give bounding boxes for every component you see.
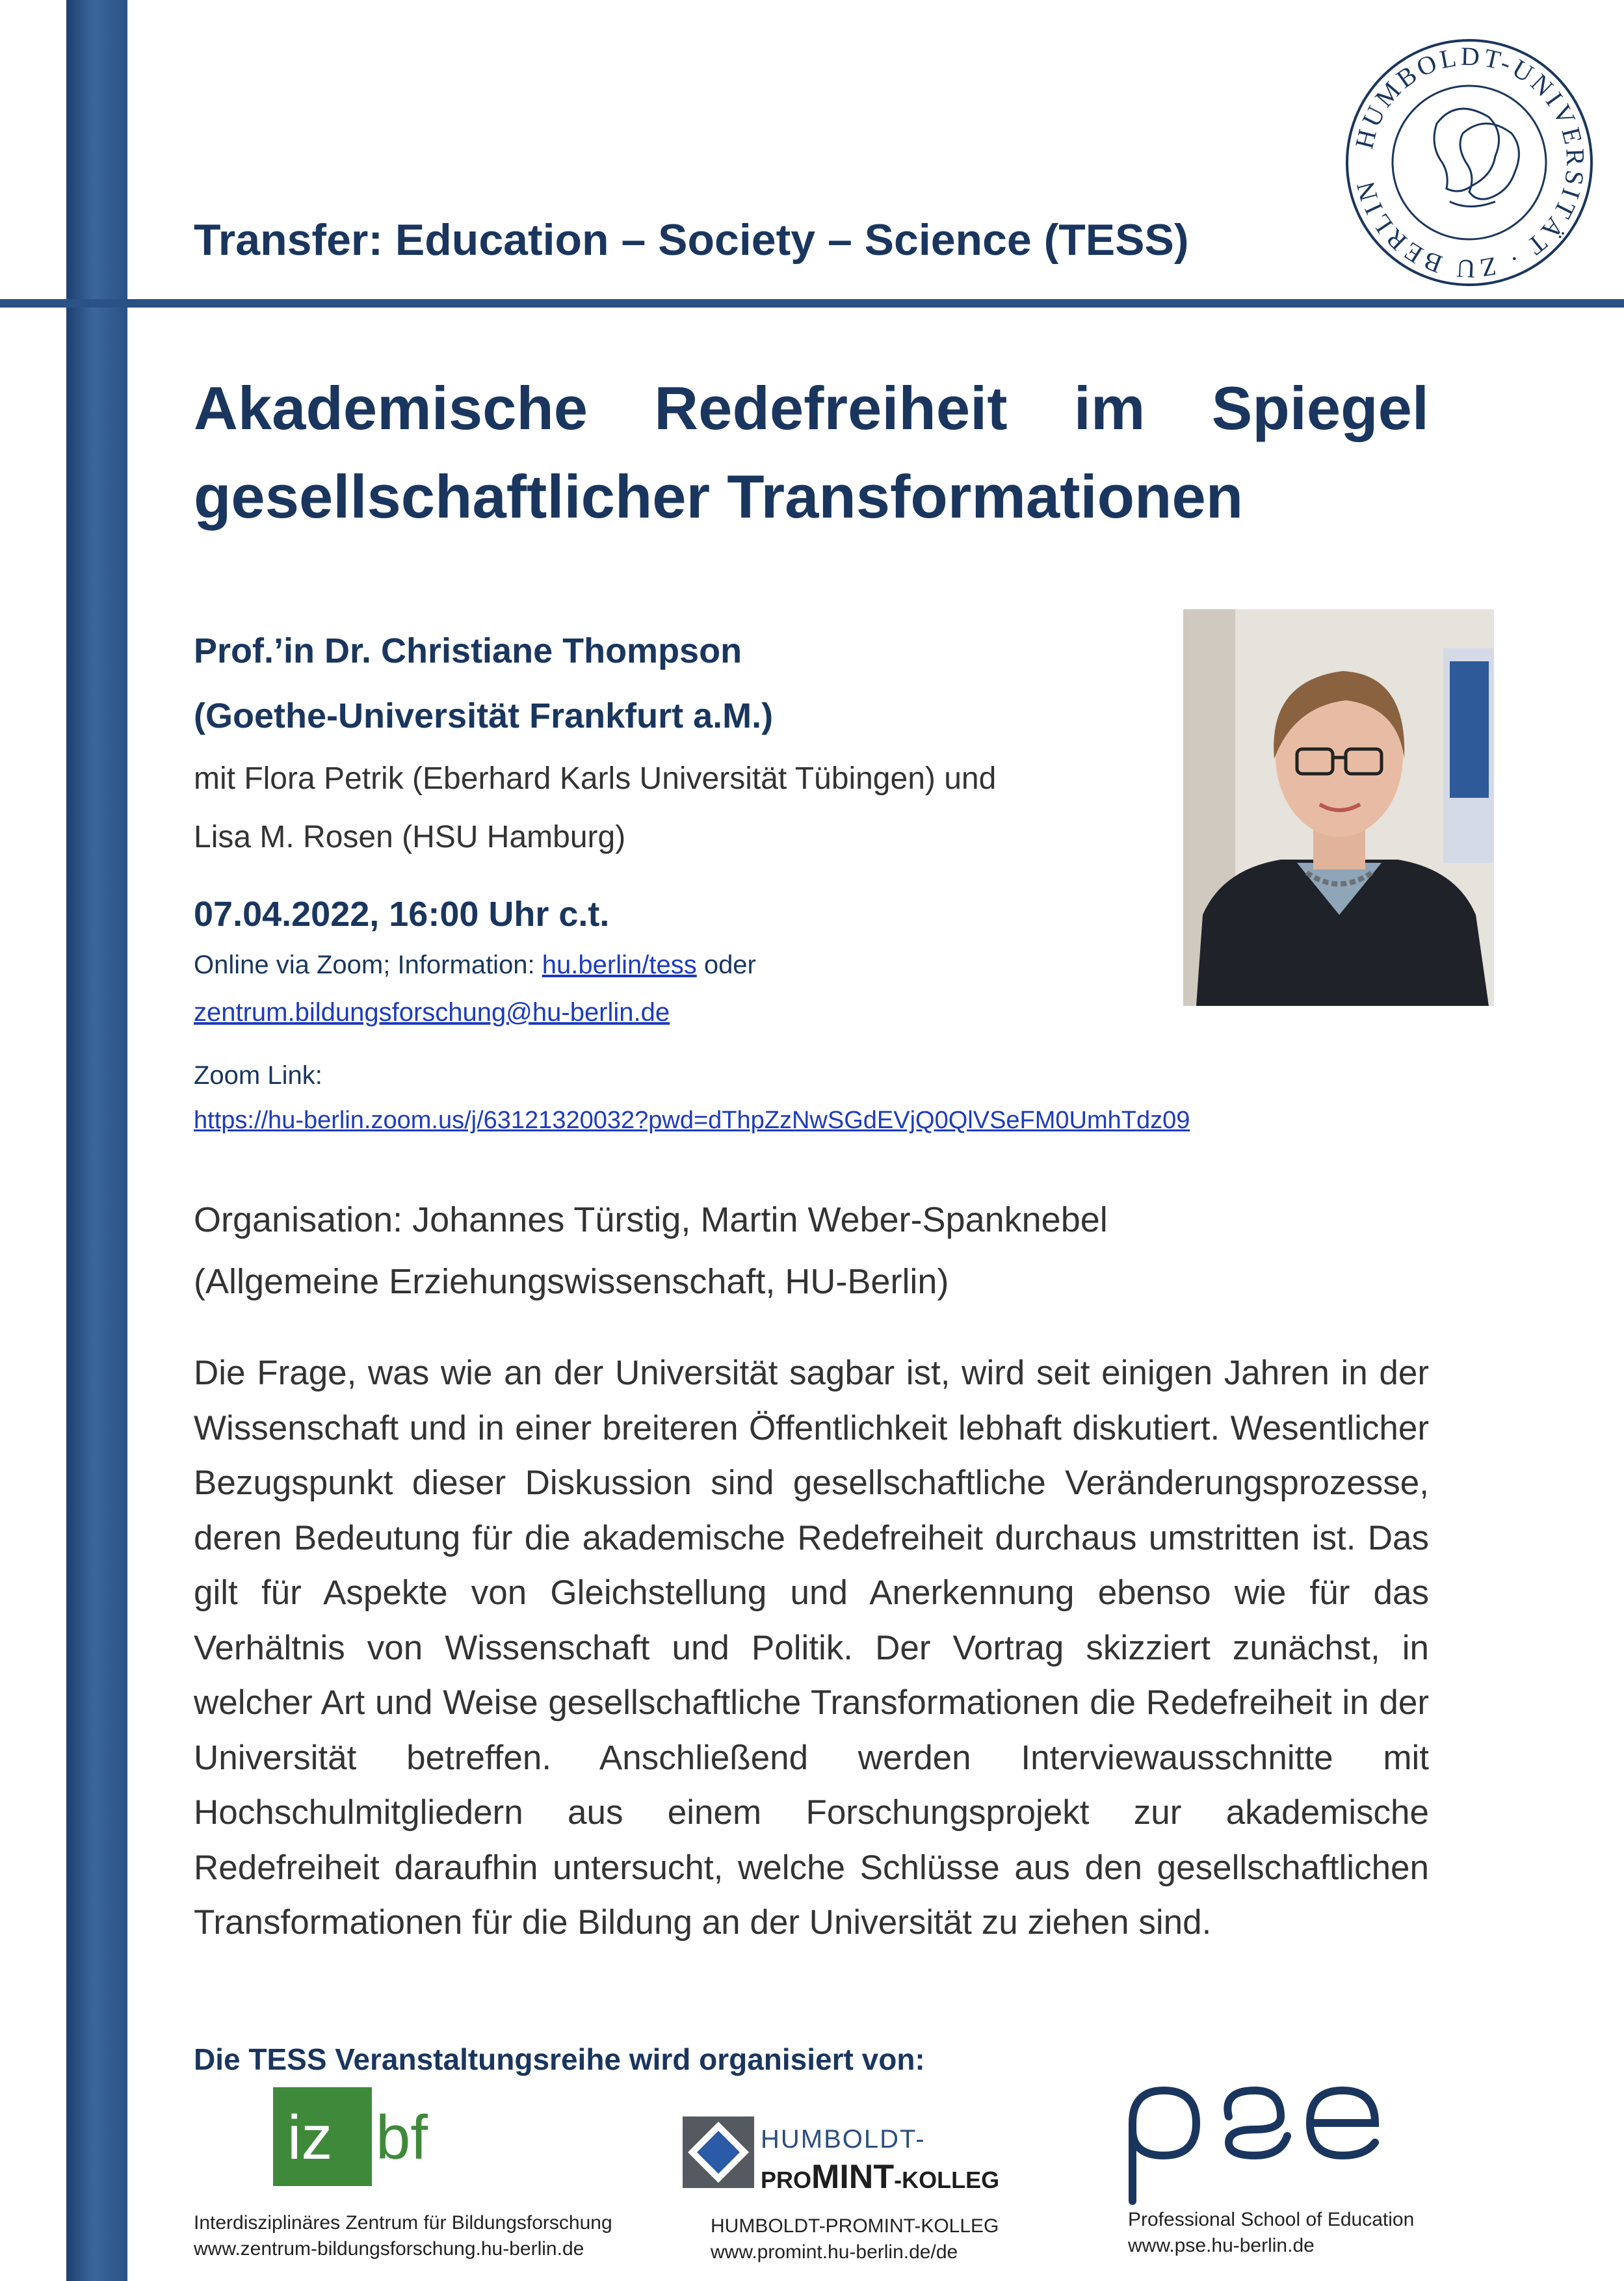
speaker-name: Prof.’in Dr. Christiane Thompson — [194, 631, 742, 670]
pse-url: www.pse.hu-berlin.de — [1128, 2235, 1315, 2256]
zoom-link-line — [194, 1107, 1190, 1135]
zoom-link[interactable]: https://hu-berlin.zoom.us/j/63121320032?pwd=dThpZzNwSGdEVjQ0QlVSeFM0UmhTdz09 — [194, 1107, 1190, 1134]
pse-logo — [1125, 2077, 1385, 2208]
co-speakers-line-2: Lisa M. Rosen (HSU Hamburg) — [194, 820, 626, 854]
svg-text:HUMBOLDT-UNIVERSITÄT · ZU BERL: HUMBOLDT-UNIVERSITÄT · ZU BERLIN — [1349, 41, 1591, 284]
co-speakers-line-1: mit Flora Petrik (Eberhard Karls Universität Tübingen) und — [194, 761, 997, 796]
series-title: Transfer: Education – Society – Science (TESS) — [194, 215, 1189, 265]
izbf-logo — [273, 2087, 434, 2186]
organisation-line-2: (Allgemeine Erziehungswissenschaft, HU-Berlin) — [194, 1262, 949, 1301]
speaker-affiliation: (Goethe-Universität Frankfurt a.M.) — [194, 696, 774, 735]
info-link[interactable]: hu.berlin/tess — [542, 951, 697, 979]
promint-logo-wordmark — [761, 2157, 999, 2196]
online-info-prefix: Online via Zoom; Information: — [194, 951, 542, 979]
speaker-portrait-image — [1183, 609, 1494, 1006]
izbf-logo-bf: bf — [376, 2103, 428, 2172]
speaker-photo — [1183, 609, 1494, 1006]
promint-logo-icon — [683, 2116, 754, 2188]
promint-name: HUMBOLDT-PROMINT-KOLLEG — [711, 2215, 999, 2237]
university-seal-icon — [1339, 33, 1599, 293]
pse-name: Professional School of Education — [1128, 2209, 1415, 2230]
pse-logo-icon — [1125, 2077, 1385, 2208]
izbf-name: Interdisziplinäres Zentrum für Bildungsforschung — [194, 2212, 612, 2234]
promint-logo-humboldt: HUMBOLDT- — [761, 2125, 926, 2154]
contact-email-link[interactable]: zentrum.bildungsforschung@hu-berlin.de — [194, 998, 670, 1027]
online-info-line — [194, 951, 756, 980]
zoom-link-label: Zoom Link: — [194, 1061, 322, 1090]
humboldt-university-seal — [1339, 33, 1599, 293]
organizers-heading: Die TESS Veranstaltungsreihe wird organisiert von: — [194, 2042, 925, 2076]
event-date: 07.04.2022, 16:00 Uhr c.t. — [194, 895, 610, 934]
event-abstract: Die Frage, was wie an der Universität sagbar ist, wird seit einigen Jahren in der Wissenschaft und in einer breiteren Öffentlichkeit lebhaft diskutiert. Wesentlicher Bezugspunkt dieser Diskussion sind gesellschaftliche Veränderungsprozesse, deren Bedeutung für die akademische Redefreiheit durchaus umstritten ist. Das gilt für Aspekte von Gleichstellung und Anerkennung ebenso wie für das Verhältnis von Wissenschaft und Politik. Der Vortrag skizziert zunächst, in welcher Art und Weise gesellschaftliche Transformationen die Redefreiheit in der Universität betreffen. Anschließend werden Interviewausschnitte mit Hochschulmitgliedern aus einem Forschungsprojekt zur akademische Redefreiheit daraufhin untersucht, welche Schlüsse aus den gesellschaftlichen Transformationen für die Bildung an der Universität zu ziehen sind. — [194, 1354, 1429, 1942]
promint-logo-pro: PRO — [761, 2167, 812, 2193]
event-title: Akademische Redefreiheit im Spiegel gesellschaftlicher Transformationen — [194, 374, 1429, 531]
promint-logo-mint: MINT — [811, 2158, 895, 2196]
header-divider-bar — [0, 299, 1624, 308]
izbf-url: www.zentrum-bildungsforschung.hu-berlin.de — [194, 2238, 584, 2260]
promint-url: www.promint.hu-berlin.de/de — [711, 2241, 958, 2263]
left-vertical-bar — [66, 0, 127, 2281]
promint-logo-kolleg: -KOLLEG — [894, 2167, 1000, 2193]
izbf-logo-iz: iz — [287, 2103, 333, 2172]
online-info-suffix: oder — [696, 951, 756, 979]
contact-email-line — [194, 998, 670, 1027]
organisation-line-1: Organisation: Johannes Türstig, Martin Weber-Spanknebel — [194, 1200, 1108, 1239]
